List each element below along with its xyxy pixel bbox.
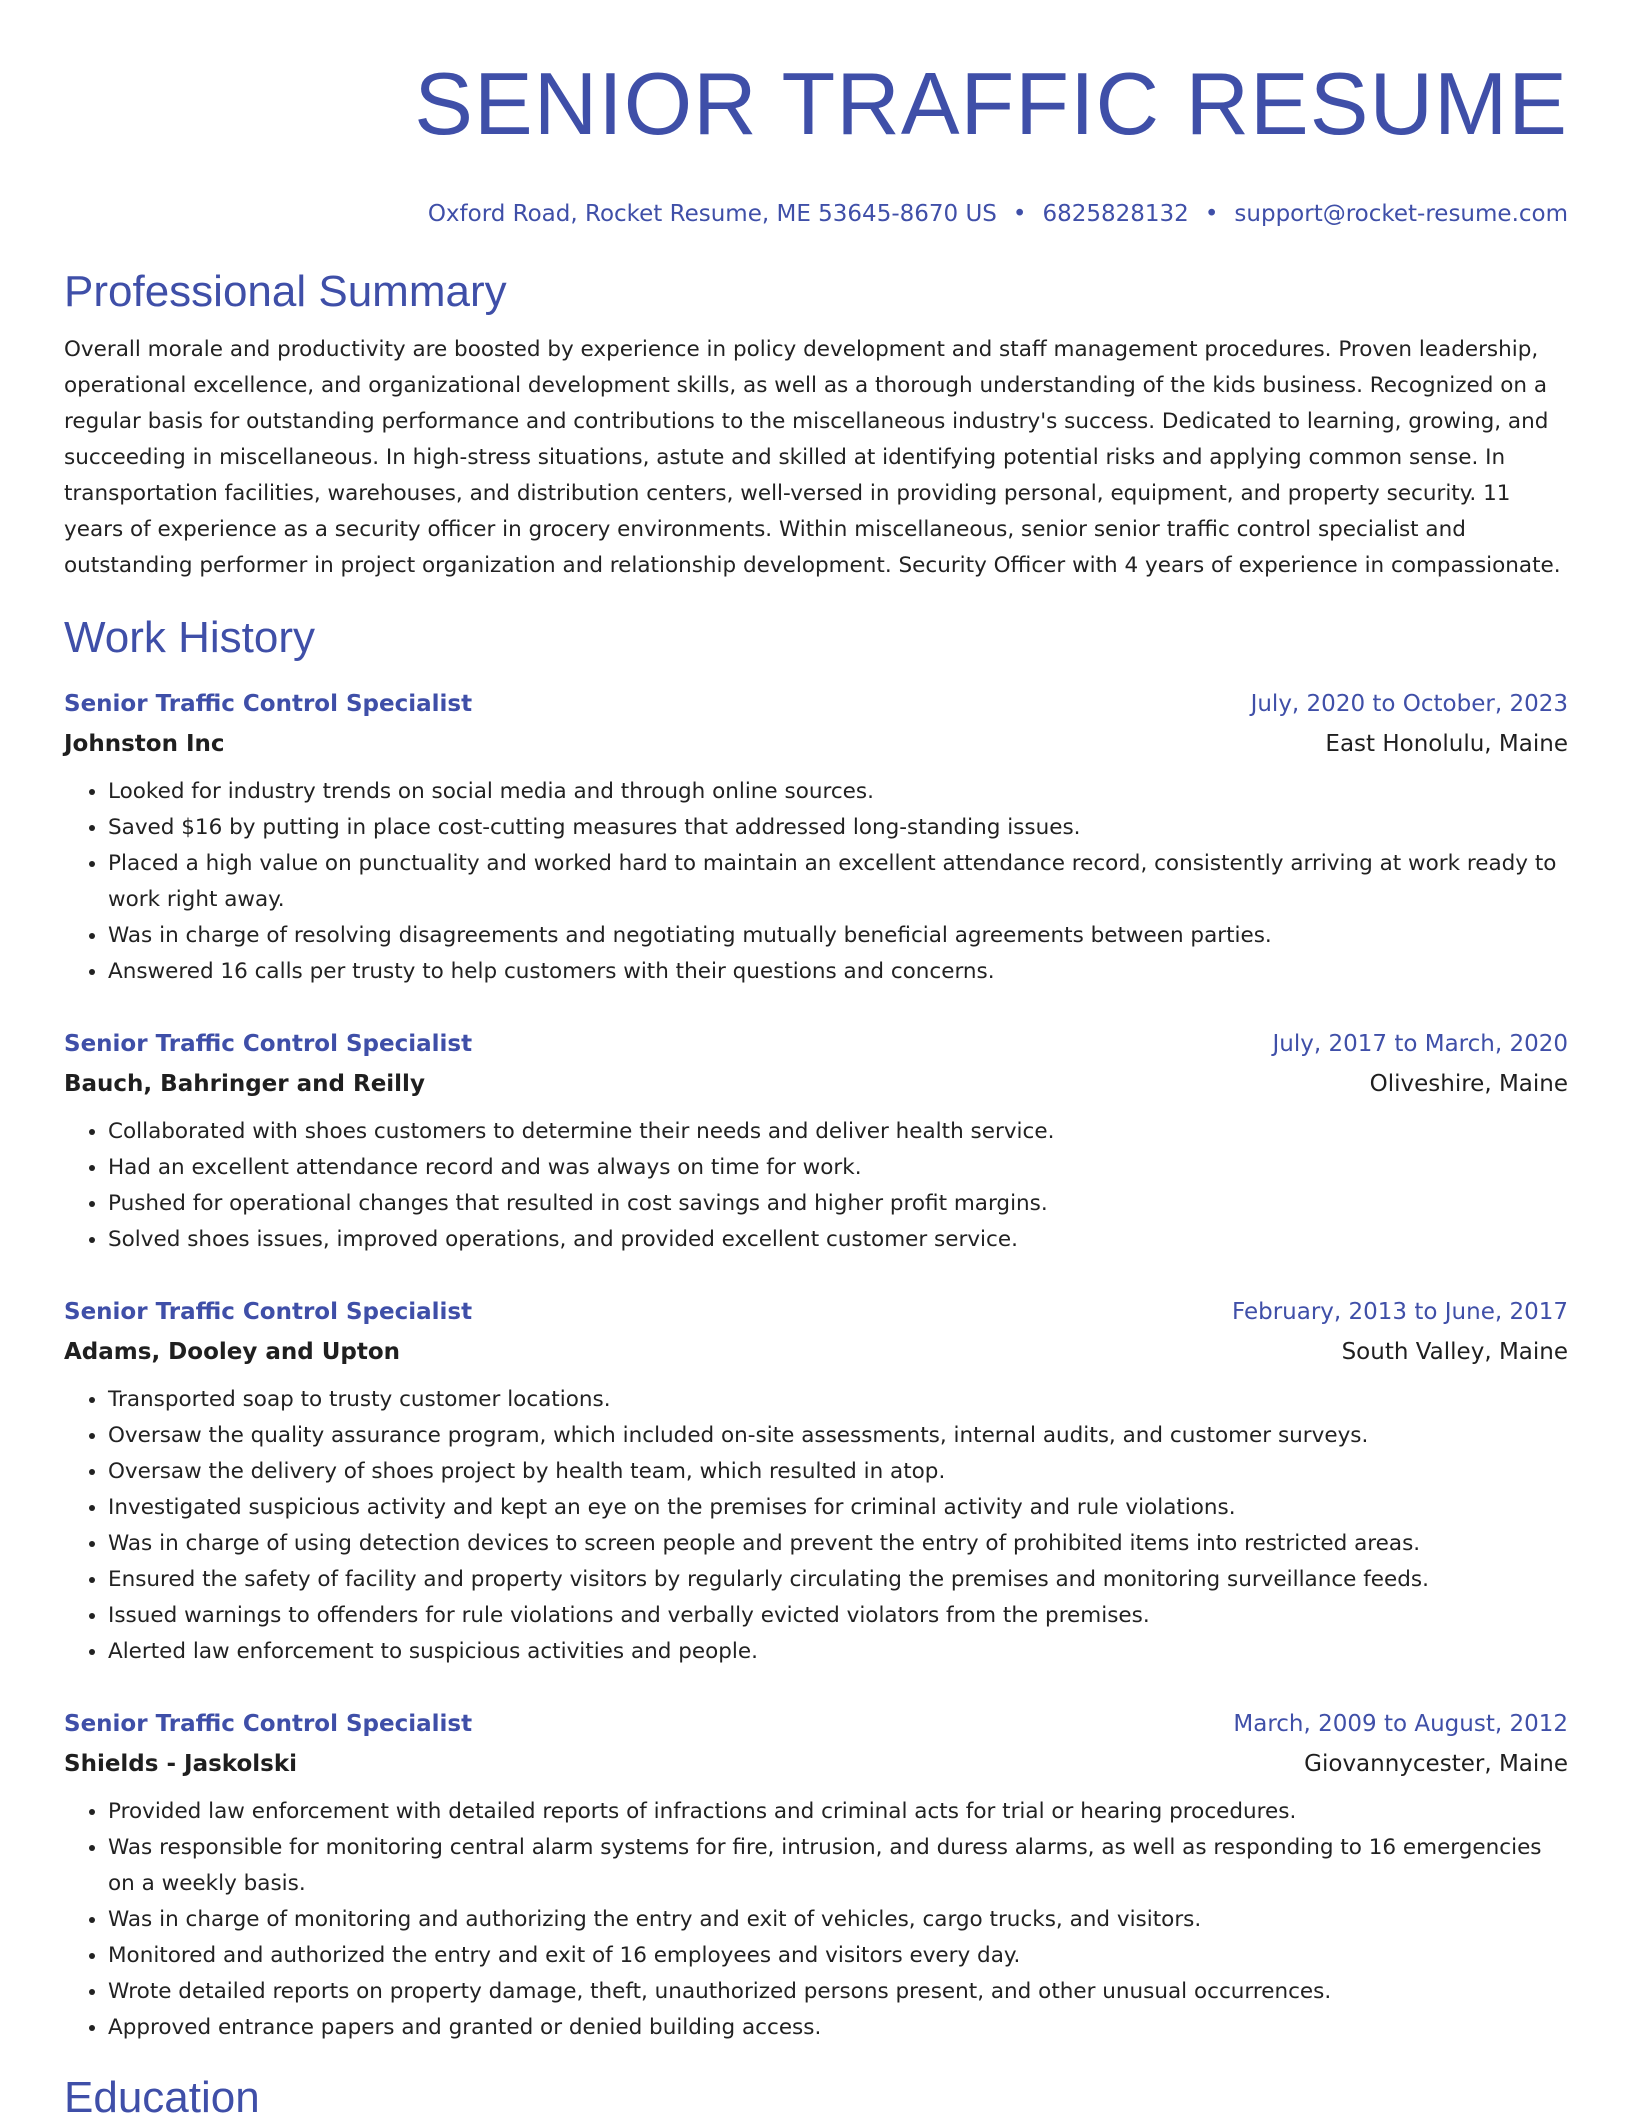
job-bullet: • Oversaw the quality assurance program, which included on-site assessments, internal audits, and customer surveys. bbox=[108, 1418, 1568, 1454]
company-name: Adams, Dooley and Upton bbox=[64, 1339, 401, 1365]
job-bullet: • Pushed for operational changes that resulted in cost savings and higher profit margins. bbox=[108, 1186, 1568, 1222]
job-bullet: • Ensured the safety of facility and property visitors by regularly circulating the premises and monitoring surveillance feeds. bbox=[108, 1562, 1568, 1598]
company-name: Shields - Jaskolski bbox=[64, 1751, 298, 1777]
job-bullet: • Investigated suspicious activity and kept an eye on the premises for criminal activity and rule violations. bbox=[108, 1490, 1568, 1526]
job-location: South Valley, Maine bbox=[1341, 1339, 1568, 1365]
job-entry bbox=[64, 1024, 1568, 1258]
job-dates: March, 2009 to August, 2012 bbox=[1233, 1711, 1568, 1737]
contact-line bbox=[64, 200, 1568, 228]
contact-address: Oxford Road, Rocket Resume, ME 53645-8670 US bbox=[427, 201, 997, 227]
job-bullet: • Placed a high value on punctuality and worked hard to maintain an excellent attendance record, consistently arriving at work ready to work right away. bbox=[108, 846, 1568, 918]
job-bullet: • Provided law enforcement with detailed reports of infractions and criminal acts for trial or hearing procedures. bbox=[108, 1794, 1568, 1830]
job-dates: July, 2017 to March, 2020 bbox=[1272, 1031, 1568, 1057]
job-bullet: • Looked for industry trends on social media and through online sources. bbox=[108, 774, 1568, 810]
job-title: Senior Traffic Control Specialist bbox=[64, 1031, 473, 1057]
job-title: Senior Traffic Control Specialist bbox=[64, 691, 473, 717]
job-bullets bbox=[64, 1794, 1568, 2046]
job-bullet: • Oversaw the delivery of shoes project by health team, which resulted in atop. bbox=[108, 1454, 1568, 1490]
education-heading: Education bbox=[64, 2073, 260, 2122]
contact-separator: • bbox=[1012, 201, 1027, 227]
job-title: Senior Traffic Control Specialist bbox=[64, 1711, 473, 1737]
resume-header bbox=[64, 56, 1568, 228]
job-bullet: • Was in charge of resolving disagreements and negotiating mutually beneficial agreements between parties. bbox=[108, 918, 1568, 954]
summary-text: Overall morale and productivity are boosted by experience in policy development and staff management procedures. Proven leadership, operational excellence, and organizational development skills, as well as a thorough understanding of the kids business. Recognized on a regular basis for outstanding performance and contributions to the miscellaneous industry's success. Dedicated to learning, growing, and succeeding in miscellaneous. In high-stress situations, astute and skilled at identifying potential risks and applying common sense. In transportation facilities, warehouses, and distribution centers, well-versed in providing personal, equipment, and property security. 11 years of experience as a security officer in grocery environments. Within miscellaneous, senior senior traffic control specialist and outstanding performer in project organization and relationship development. Security Officer with 4 years of experience in compassionate. bbox=[64, 337, 1561, 578]
job-bullet: • Approved entrance papers and granted or denied building access. bbox=[108, 2010, 1568, 2046]
job-bullet: • Wrote detailed reports on property damage, theft, unauthorized persons present, and other unusual occurrences. bbox=[108, 1974, 1568, 2010]
contact-email: support@rocket-resume.com bbox=[1234, 201, 1568, 227]
job-bullet: • Had an excellent attendance record and was always on time for work. bbox=[108, 1150, 1568, 1186]
summary-heading: Professional Summary bbox=[64, 267, 507, 316]
resume-title: SENIOR TRAFFIC RESUME bbox=[414, 54, 1568, 153]
job-entry bbox=[64, 1704, 1568, 2046]
contact-separator: • bbox=[1204, 201, 1219, 227]
job-bullet: • Issued warnings to offenders for rule violations and verbally evicted violators from the premises. bbox=[108, 1598, 1568, 1634]
company-name: Bauch, Bahringer and Reilly bbox=[64, 1071, 425, 1097]
job-dates: July, 2020 to October, 2023 bbox=[1250, 691, 1568, 717]
company-name: Johnston Inc bbox=[64, 731, 225, 757]
job-bullets bbox=[64, 1382, 1568, 1670]
job-entry bbox=[64, 684, 1568, 990]
job-bullet: • Solved shoes issues, improved operations, and provided excellent customer service. bbox=[108, 1222, 1568, 1258]
job-location: East Honolulu, Maine bbox=[1325, 731, 1568, 757]
job-bullets bbox=[64, 1114, 1568, 1258]
job-bullet: • Was in charge of using detection devices to screen people and prevent the entry of prohibited items into restricted areas. bbox=[108, 1526, 1568, 1562]
contact-phone: 6825828132 bbox=[1042, 201, 1189, 227]
work-history-heading: Work History bbox=[64, 613, 315, 662]
job-bullet: • Alerted law enforcement to suspicious activities and people. bbox=[108, 1634, 1568, 1670]
job-bullet: • Saved $16 by putting in place cost-cutting measures that addressed long-standing issues. bbox=[108, 810, 1568, 846]
job-entry bbox=[64, 1292, 1568, 1670]
job-bullet: • Collaborated with shoes customers to determine their needs and deliver health service. bbox=[108, 1114, 1568, 1150]
job-bullets bbox=[64, 774, 1568, 990]
job-location: Giovannycester, Maine bbox=[1304, 1751, 1568, 1777]
job-bullet: • Monitored and authorized the entry and exit of 16 employees and visitors every day. bbox=[108, 1938, 1568, 1974]
job-title: Senior Traffic Control Specialist bbox=[64, 1299, 473, 1325]
job-bullet: • Answered 16 calls per trusty to help customers with their questions and concerns. bbox=[108, 954, 1568, 990]
job-bullet: • Was responsible for monitoring central alarm systems for fire, intrusion, and duress alarms, as well as responding to 16 emergencies on a weekly basis. bbox=[108, 1830, 1568, 1902]
job-bullet: • Transported soap to trusty customer locations. bbox=[108, 1382, 1568, 1418]
job-dates: February, 2013 to June, 2017 bbox=[1231, 1299, 1568, 1325]
job-location: Oliveshire, Maine bbox=[1369, 1071, 1568, 1097]
job-bullet: • Was in charge of monitoring and authorizing the entry and exit of vehicles, cargo trucks, and visitors. bbox=[108, 1902, 1568, 1938]
